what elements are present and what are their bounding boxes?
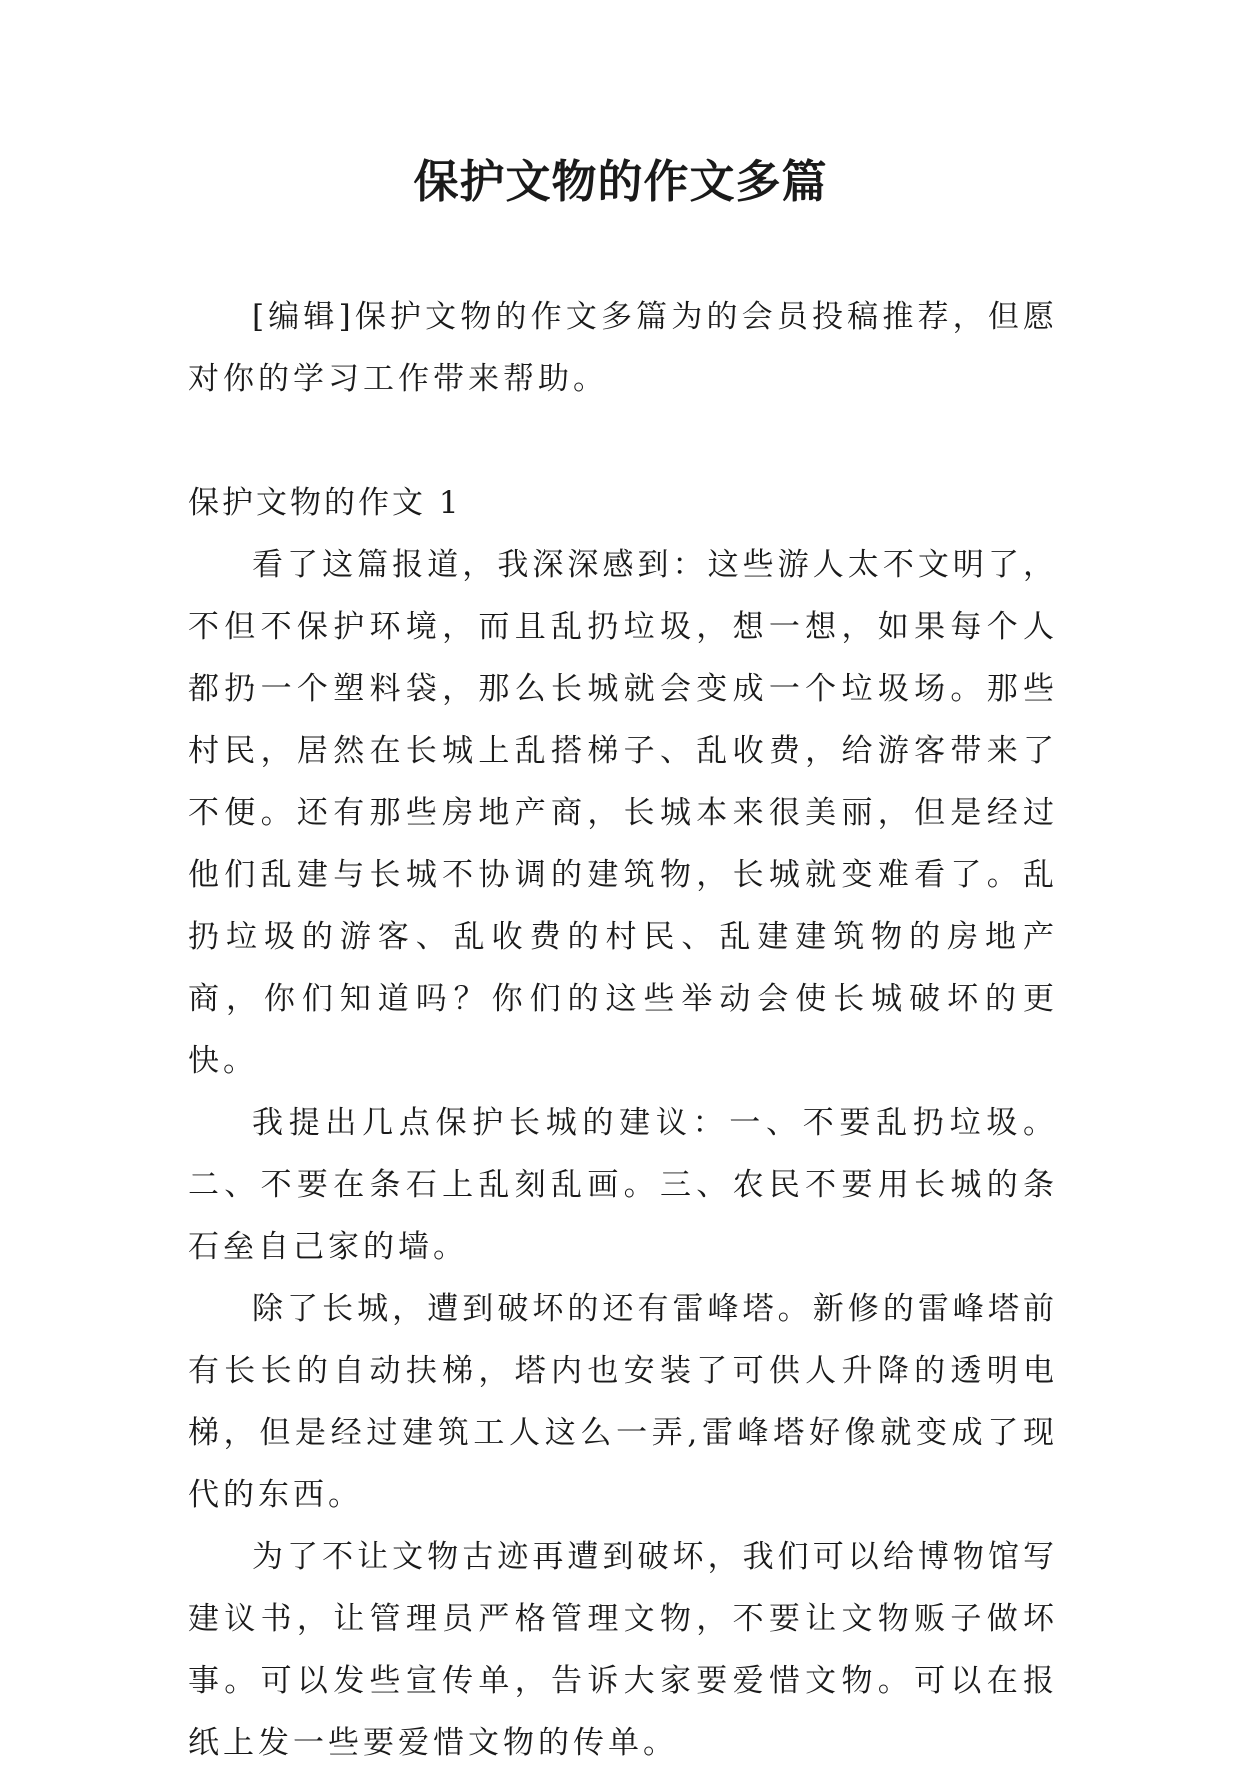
body-paragraph: 除了长城，遭到破坏的还有雷峰塔。新修的雷峰塔前有长长的自动扶梯，塔内也安装了可供人升降的透明电梯，但是经过建筑工人这么一弄,雷峰塔好像就变成了现代的东西。	[188, 1291, 1058, 1513]
paragraph-spacer	[188, 410, 1058, 472]
document-body	[188, 286, 1058, 1774]
body-paragraph: 看了这篇报道，我深深感到：这些游人太不文明了，不但不保护环境，而且乱扔垃圾，想一想，如果每个人都扔一个塑料袋，那么长城就会变成一个垃圾场。那些村民，居然在长城上乱搭梯子、乱收费，给游客带来了不便。还有那些房地产商，长城本来很美丽，但是经过他们乱建与长城不协调的建筑物，长城就变难看了。乱扔垃圾的游客、乱收费的村民、乱建建筑物的房地产商，你们知道吗？你们的这些举动会使长城破坏的更快。	[188, 547, 1058, 1079]
document-title: 保护文物的作文多篇	[413, 155, 828, 208]
section-heading: 保护文物的作文 1	[188, 485, 462, 521]
body-paragraph: 为了不让文物古迹再遭到破坏，我们可以给博物馆写建议书，让管理员严格管理文物，不要让文物贩子做坏事。可以发些宣传单，告诉大家要爱惜文物。可以在报纸上发一些要爱惜文物的传单。	[188, 1539, 1058, 1761]
intro-paragraph: [编辑]保护文物的作文多篇为的会员投稿推荐，但愿对你的学习工作带来帮助。	[188, 299, 1058, 397]
body-paragraph: 我提出几点保护长城的建议：一、不要乱扔垃圾。二、不要在条石上乱刻乱画。三、农民不要用长城的条石垒自己家的墙。	[188, 1105, 1058, 1265]
